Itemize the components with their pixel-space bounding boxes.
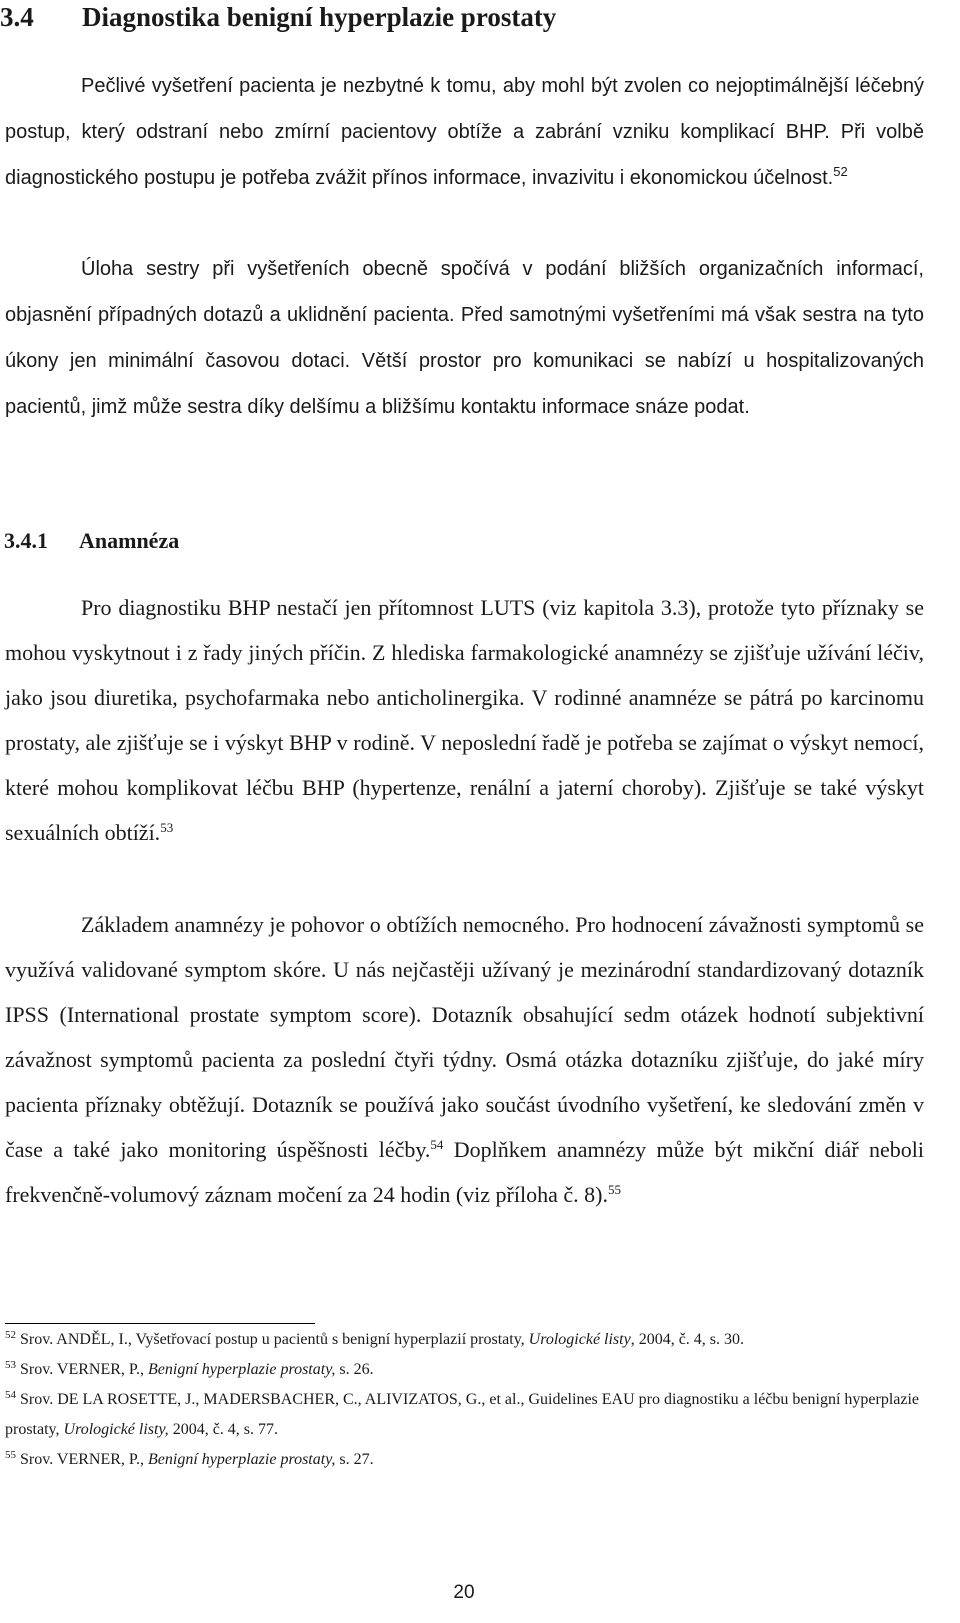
footnote-55 — [5, 1445, 924, 1475]
footnote-text-end: s. 26. — [335, 1361, 374, 1378]
footnote-italic: Urologické listy, — [63, 1421, 169, 1438]
section-title: Diagnostika benigní hyperplazie prostaty — [82, 2, 557, 32]
section-heading — [0, 0, 556, 34]
paragraph-ipss-text-1: Základem anamnézy je pohovor o obtížích nemocného. Pro hodnocení závažnosti symptomů se využívá validované symptom skóre. U nás nejčastěji užívaný je mezinárodní standardizovaný dotazník IPSS (International prostate symptom score). Dotazník obsahující sedm otázek hodnotí subjektivní závažnost symptomů pacienta za poslední čtyři týdny. Osmá otázka dotazníku zjišťuje, do jaké míry pacienta příznaky obtěžují. Dotazník se používá jako součást úvodního vyšetření, ke sledování změn v čase a také jako monitoring úspěšnosti léčby. — [5, 912, 924, 1162]
footnote-text-end: 2004, č. 4, s. 77. — [168, 1421, 279, 1438]
footnote-54 — [5, 1385, 924, 1445]
paragraph-ipss-text-2: Doplňkem anamnézy může být mikční diář neboli frekvenčně-volumový záznam močení za 24 hodin (viz příloha č. 8). — [5, 1137, 924, 1207]
subsection-heading — [4, 521, 179, 561]
section-number: 3.4 — [0, 2, 34, 32]
paragraph-intro — [5, 63, 924, 201]
footnote-text: Srov. VERNER, P., — [20, 1451, 149, 1468]
footnote-text: Srov. ANDĚL, I., Vyšetřovací postup u pacientů s benigní hyperplazií prostaty, — [20, 1331, 529, 1348]
paragraph-anamnesis — [5, 585, 924, 855]
footnote-italic: Benigní hyperplazie prostaty, — [148, 1361, 336, 1378]
footnote-text: Srov. DE LA ROSETTE, J., MADERSBACHER, C., ALIVIZATOS, G., et al., Guidelines EAU pro diagnostiku a léčbu benigní hyperplazie prostaty, — [5, 1391, 920, 1438]
footnote-52 — [5, 1325, 924, 1355]
paragraph-nurse-role-text: Úloha sestry při vyšetřeních obecně spočívá v podání bližších organizačních informací, objasnění případných dotazů a uklidnění pacienta. Před samotnými vyšetřeními má však sestra na tyto úkony jen minimální časovou dotaci. Větší prostor pro komunikaci se nabízí u hospitalizovaných pacientů, jimž může sestra díky delšímu a bližšímu kontaktu informace snáze podat. — [5, 258, 924, 418]
footnote-ref-52: 52 — [833, 164, 848, 179]
paragraph-nurse-role — [5, 246, 924, 430]
footnote-text-end: , 2004, č. 4, s. 30. — [630, 1331, 745, 1348]
subsection-number: 3.4.1 — [4, 528, 48, 553]
paragraph-ipss — [5, 902, 924, 1217]
paragraph-anamnesis-text: Pro diagnostiku BHP nestačí jen přítomnost LUTS (viz kapitola 3.3), protože tyto příznaky se mohou vyskytnout i z řady jiných příčin. Z hlediska farmakologické anamnézy se zjišťuje užívání léčiv, jako jsou diuretika, psychofarmaka nebo anticholinergika. V rodinné anamnéze se pátrá po karcinomu prostaty, ale zjišťuje se i výskyt BHP v rodině. V neposlední řadě je potřeba se zajímat o výskyt nemocí, které mohou komplikovat léčbu BHP (hypertenze, renální a jaterní choroby). Zjišťuje se také výskyt sexuálních obtíží. — [5, 595, 924, 845]
footnote-number: 55 — [5, 1449, 16, 1461]
footnote-italic: Benigní hyperplazie prostaty, — [148, 1451, 336, 1468]
footnote-text: Srov. VERNER, P., — [20, 1361, 149, 1378]
footnote-number: 54 — [5, 1389, 16, 1401]
footnote-ref-53: 53 — [160, 820, 174, 835]
subsection-title: Anamnéza — [79, 528, 180, 553]
footnote-ref-55: 55 — [607, 1182, 621, 1197]
footnote-53 — [5, 1355, 924, 1385]
footnote-ref-54: 54 — [430, 1137, 444, 1152]
paragraph-intro-text: Pečlivé vyšetření pacienta je nezbytné k tomu, aby mohl být zvolen co nejoptimálnější léčebný postup, který odstraní nebo zmírní pacientovy obtíže a zabrání vzniku komplikací BHP. Při volbě diagnostického postupu je potřeba zvážit přínos informace, invazivitu i ekonomickou účelnost. — [5, 75, 924, 189]
footnotes — [5, 1325, 924, 1475]
footnote-separator — [5, 1323, 315, 1324]
footnote-number: 53 — [5, 1359, 16, 1371]
footnote-italic: Urologické listy — [528, 1331, 631, 1348]
footnote-text-end: s. 27. — [335, 1451, 374, 1468]
page-number: 20 — [453, 1582, 475, 1603]
footnote-number: 52 — [5, 1329, 16, 1341]
